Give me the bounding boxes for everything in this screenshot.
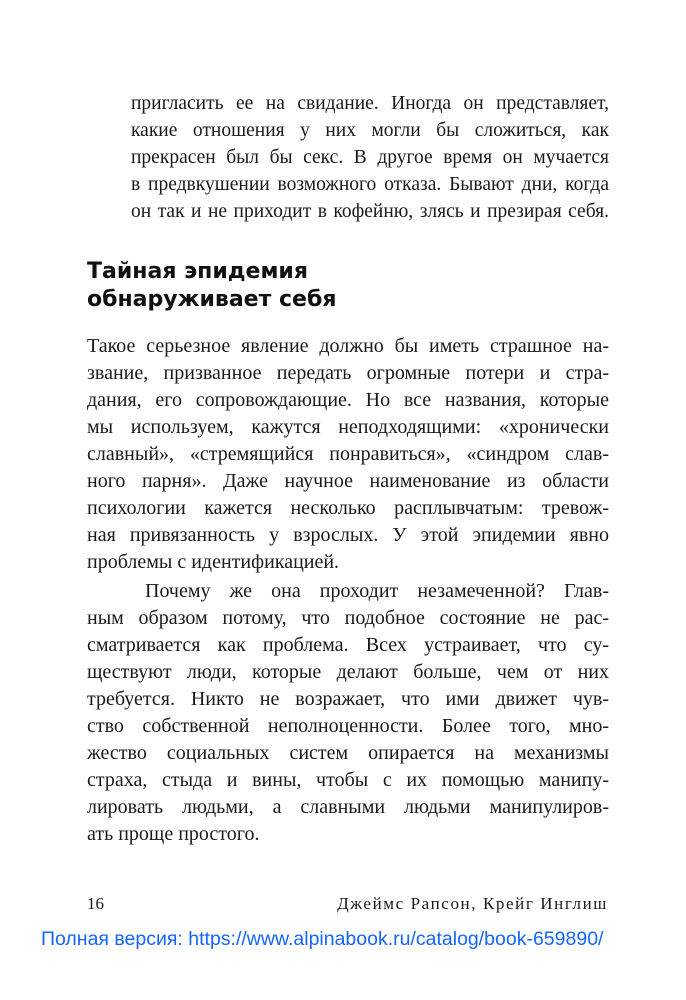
passage-line: в предвкушении возможного отказа. Бывают дни, когда — [131, 174, 609, 195]
body-line: ществуют люди, которые делают больше, чем от них — [87, 661, 609, 683]
section-heading — [87, 258, 607, 314]
body-line: ать проще простого. — [87, 823, 260, 845]
paragraph-first-line: Почему же она проходит незамеченной? Глав- — [145, 580, 609, 602]
passage-line: он так и не приходит в кофейню, злясь и презирая себя. — [131, 201, 609, 222]
body-line: страха, стыда и вины, чтобы с их помощью манипу- — [87, 769, 609, 791]
body-line: лировать людьми, а славными людьми манипулиров- — [87, 796, 609, 818]
section-heading-line: обнаруживает себя — [87, 287, 337, 312]
page-number: 16 — [87, 894, 104, 913]
body-line: требуется. Никто не возражает, что ими движет чув- — [87, 688, 609, 710]
body-line: психологии кажется несколько расплывчатым: тревож- — [87, 497, 609, 519]
passage-line: пригласить ее на свидание. Иногда он представляет, — [131, 93, 609, 114]
body-line: дания, его сопровождающие. Но все названия, которые — [87, 389, 609, 411]
body-line: ным образом потому, что подобное состояние не рас- — [87, 607, 609, 629]
body-line: мы используем, кажутся неподходящими: «хронически — [87, 416, 609, 438]
section-heading-line: Тайная эпидемия — [87, 259, 308, 284]
body-line: проблемы с идентификацией. — [87, 551, 340, 573]
body-line: ного парня». Даже научное наименование из области — [87, 470, 609, 492]
body-line: ство собственной неполноценности. Более того, мно- — [87, 715, 609, 737]
passage-line: какие отношения у них могли бы сложиться, как — [131, 120, 609, 141]
body-line: Такое серьезное явление должно бы иметь страшное на- — [87, 335, 609, 357]
body-line: жество социальных систем опирается на механизмы — [87, 742, 609, 764]
running-footer-authors: Джеймс Рапсон, Крейг Инглиш — [337, 894, 608, 913]
body-line: славный», «стремящийся понравиться», «синдром слав- — [87, 443, 609, 465]
passage-line: прекрасен был бы секс. В другое время он мучается — [131, 147, 609, 168]
full-version-link[interactable]: Полная версия: https://www.alpinabook.ru/catalog/book-659890/ — [41, 928, 604, 950]
body-line: звание, призванное передать огромные потери и стра- — [87, 362, 609, 384]
body-line: сматривается как проблема. Всех устраивает, что су- — [87, 634, 609, 656]
body-line: ная привязанность у взрослых. У этой эпидемии явно — [87, 524, 609, 546]
